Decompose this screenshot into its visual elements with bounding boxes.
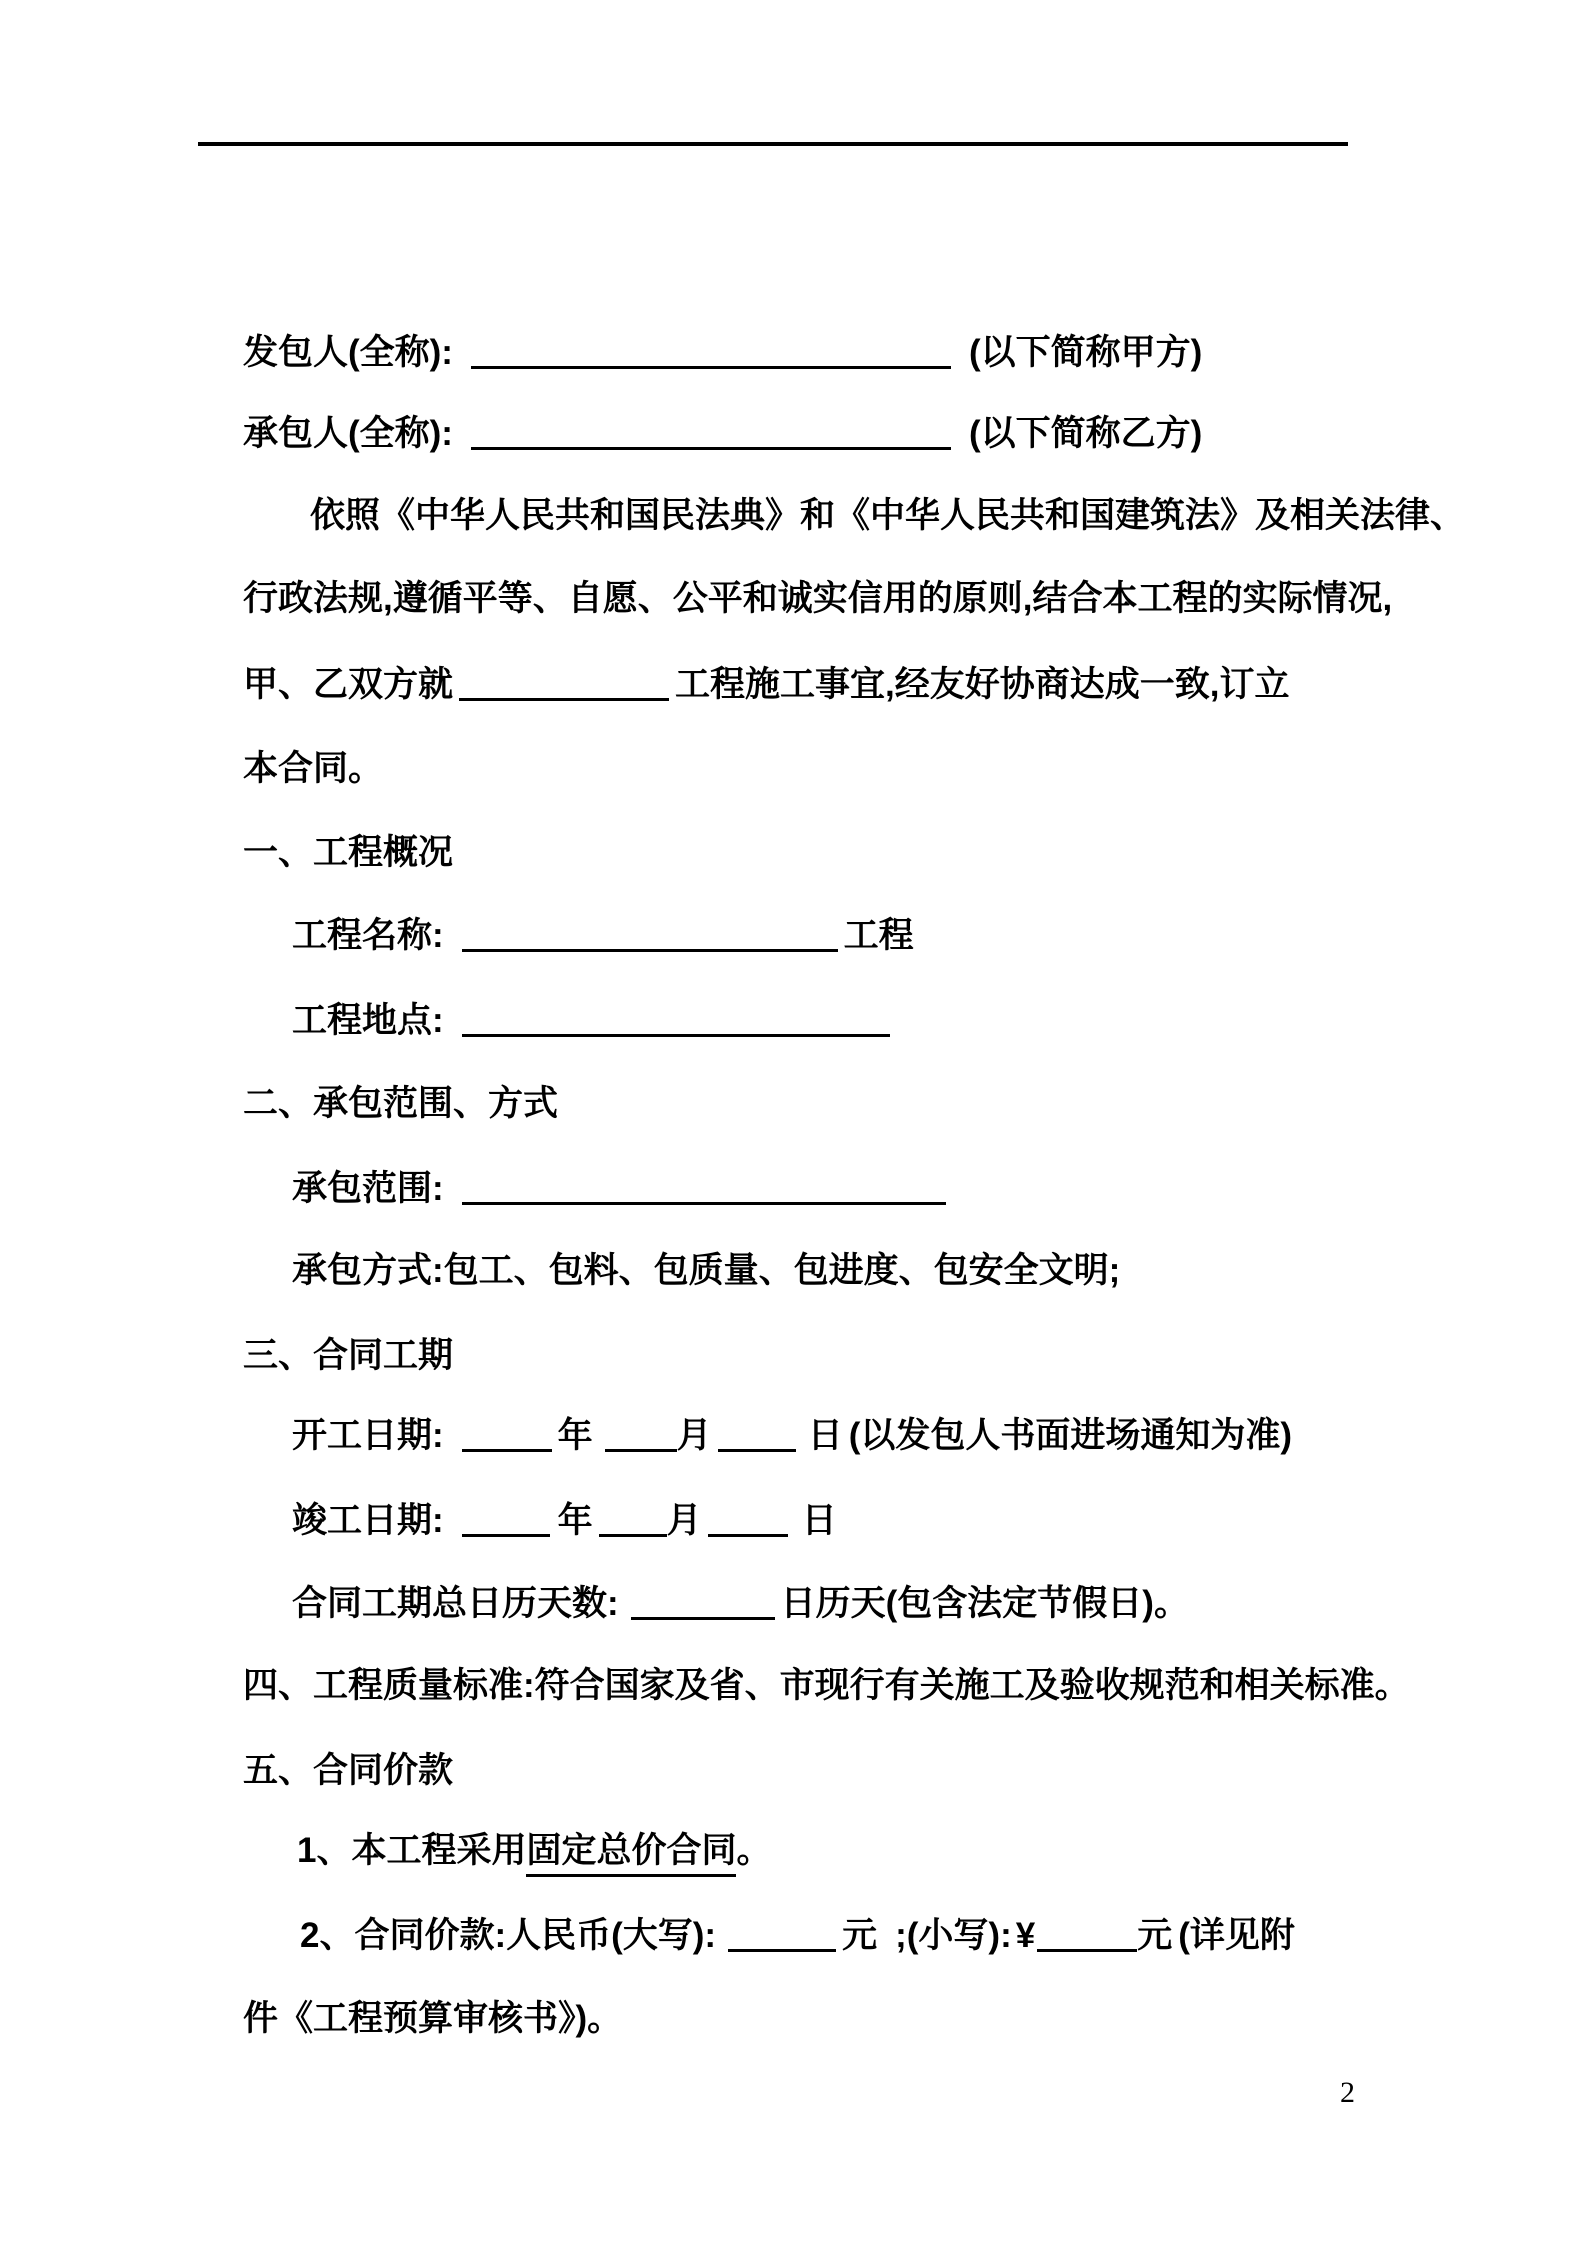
section3-heading <box>243 1335 453 1377</box>
contractor-label: 承包人(全称): <box>243 414 453 453</box>
contractor-alias: (以下简称乙方) <box>968 414 1203 453</box>
method-line <box>292 1250 1120 1292</box>
project-name-inline-blank[interactable] <box>459 690 669 701</box>
start-month-blank[interactable] <box>605 1441 677 1452</box>
section4-text: 符合国家及省、市现行有关施工及验收规范和相关标准。 <box>534 1666 1410 1705</box>
end-date-label: 竣工日期: <box>292 1501 444 1540</box>
project-location-label: 工程地点: <box>292 1001 444 1040</box>
duration-suffix: 日历天(包含法定节假日)。 <box>780 1584 1189 1623</box>
amount-words-blank[interactable] <box>728 1941 836 1952</box>
project-name-blank[interactable] <box>462 941 838 952</box>
preamble-text-1: 依照《中华人民共和国民法典》和《中华人民共和国建筑法》及相关法律、 <box>310 496 1466 535</box>
project-name-line <box>292 915 914 957</box>
start-date-line <box>292 1415 1292 1457</box>
item1-period: 。 <box>736 1831 772 1870</box>
header-divider <box>198 142 1348 146</box>
item2-yuan2: 元 <box>1137 1916 1173 1955</box>
duration-label: 合同工期总日历天数: <box>292 1584 619 1623</box>
start-day-blank[interactable] <box>718 1441 796 1452</box>
preamble-text-3a: 甲、乙双方就 <box>243 665 454 704</box>
scope-label: 承包范围: <box>292 1169 444 1208</box>
start-date-label: 开工日期: <box>292 1416 444 1455</box>
section2-heading-text: 二、承包范围、方式 <box>243 1084 559 1123</box>
preamble-line-2 <box>243 578 1392 620</box>
project-location-blank[interactable] <box>462 1026 890 1037</box>
price-item1-line <box>297 1830 772 1877</box>
section4-heading-label: 四、工程质量标准: <box>243 1666 535 1705</box>
duration-line <box>292 1583 1189 1625</box>
amount-figures-blank[interactable] <box>1037 1941 1137 1952</box>
project-name-suffix: 工程 <box>843 916 914 955</box>
item2-yuan: 元 <box>842 1916 878 1955</box>
contractor-line <box>243 413 1202 455</box>
section4-line <box>243 1665 1410 1707</box>
start-year-label: 年 <box>557 1416 593 1455</box>
project-name-label: 工程名称: <box>292 916 444 955</box>
start-day-label: 日 <box>807 1416 843 1455</box>
preamble-text-4: 本合同。 <box>243 749 384 788</box>
item2-continuation-text: 件《工程预算审核书》)。 <box>243 1999 623 2038</box>
end-year-blank[interactable] <box>462 1526 550 1537</box>
preamble-text-3b: 工程施工事宜,经友好协商达成一致,订立 <box>675 665 1290 704</box>
item2-label: 2、合同价款:人民币(大写): <box>300 1916 717 1955</box>
end-year-label: 年 <box>557 1501 593 1540</box>
section2-heading <box>243 1083 558 1125</box>
project-location-line <box>292 1000 890 1042</box>
start-month-label: 月 <box>676 1416 712 1455</box>
end-date-line <box>292 1500 837 1542</box>
end-month-blank[interactable] <box>599 1526 667 1537</box>
section5-heading-text: 五、合同价款 <box>243 1751 454 1790</box>
preamble-line-1 <box>310 495 1465 537</box>
employer-line <box>243 332 1202 374</box>
scope-blank[interactable] <box>462 1194 946 1205</box>
section5-heading <box>243 1750 453 1792</box>
contractor-name-blank[interactable] <box>471 439 951 450</box>
item2-semicolon: ; <box>895 1916 907 1955</box>
item2-tail: (详见附 <box>1178 1916 1295 1955</box>
price-item2-line <box>300 1915 1295 1957</box>
page-number: 2 <box>1340 2076 1355 2109</box>
preamble-line-4 <box>243 748 383 790</box>
duration-blank[interactable] <box>631 1609 775 1620</box>
method-text: 承包方式:包工、包料、包质量、包进度、包安全文明; <box>292 1251 1121 1290</box>
end-day-label: 日 <box>801 1501 837 1540</box>
end-month-label: 月 <box>666 1501 702 1540</box>
employer-alias: (以下简称甲方) <box>968 333 1203 372</box>
item1-text-before: 1、本工程采用 <box>297 1831 527 1870</box>
start-date-note: (以发包人书面进场通知为准) <box>848 1416 1293 1455</box>
item2-small-label: (小写): <box>906 1916 1012 1955</box>
section3-heading-text: 三、合同工期 <box>243 1336 454 1375</box>
price-item2-continuation <box>243 1998 622 2040</box>
section1-heading <box>243 832 453 874</box>
start-year-blank[interactable] <box>462 1441 552 1452</box>
scope-line <box>292 1168 946 1210</box>
preamble-line-3 <box>243 664 1289 706</box>
currency-symbol: ¥ <box>1015 1916 1036 1955</box>
section1-heading-text: 一、工程概况 <box>243 833 454 872</box>
employer-label: 发包人(全称): <box>243 333 453 372</box>
fixed-price-underlined-text: 固定总价合同 <box>526 1830 736 1877</box>
preamble-text-2: 行政法规,遵循平等、自愿、公平和诚实信用的原则,结合本工程的实际情况, <box>243 579 1393 618</box>
employer-name-blank[interactable] <box>471 358 951 369</box>
end-day-blank[interactable] <box>708 1526 788 1537</box>
